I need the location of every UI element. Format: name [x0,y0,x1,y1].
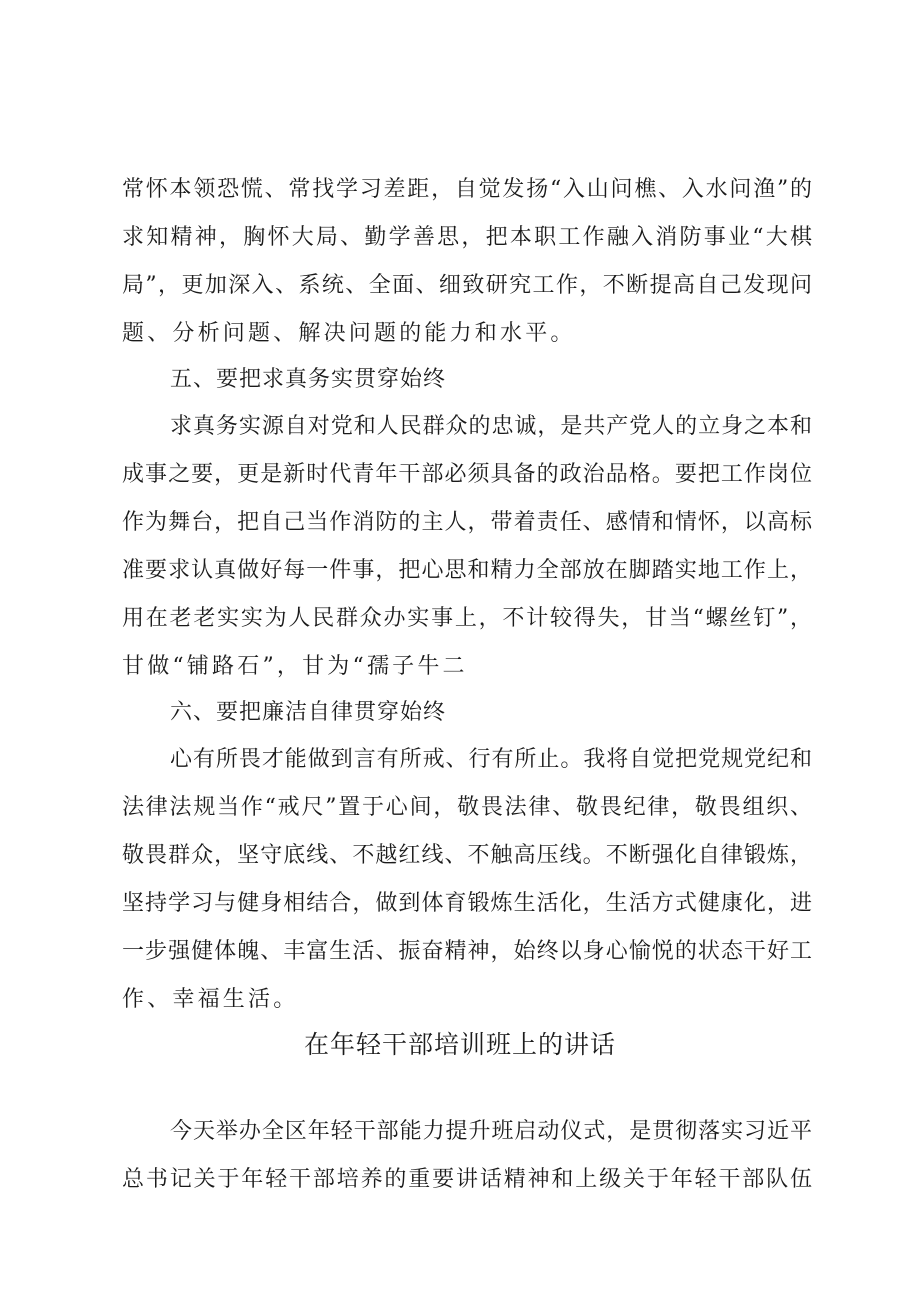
section-heading: 五、要把求真务实贯穿始终 [170,367,447,392]
paragraph-line: 求真务实源自对党和人民群众的忠诚，是共产党人的立身之本和 [170,414,812,439]
section-heading: 六、要把廉洁自律贯穿始终 [170,700,447,725]
paragraph-line: 成事之要，更是新时代青年干部必须具备的政治品格。要把工作岗位 [122,462,812,487]
document-title: 在年轻干部培训班上的讲话 [303,1030,616,1059]
paragraph-line: 用在老老实实为人民群众办实事上，不计较得失，甘当“螺丝钉”， [122,606,812,631]
paragraph-line: 一步强健体魄、丰富生活、振奋精神，始终以身心愉悦的状态干好工 [122,939,812,964]
paragraph-line: 今天举办全区年轻干部能力提升班启动仪式，是贯彻落实习近平 [170,1119,812,1144]
paragraph-line: 局”，更加深入、系统、全面、细致研究工作，不断提高自己发现问 [122,273,812,298]
paragraph-line: 总书记关于年轻干部培养的重要讲话精神和上级关于年轻干部队伍 [122,1167,812,1192]
paragraph-line: 作为舞台，把自己当作消防的主人，带着责任、感情和情怀，以高标 [122,510,812,535]
paragraph-line: 坚持学习与健身相结合，做到体育锻炼生活化，生活方式健康化，进 [122,891,812,916]
paragraph-line: 作、幸福生活。 [122,987,299,1012]
paragraph-line: 求知精神，胸怀大局、勤学善思，把本职工作融入消防事业“大棋 [122,225,812,250]
paragraph-line: 题、分析问题、解决问题的能力和水平。 [122,321,576,346]
paragraph-line: 法律法规当作“戒尺”置于心间，敬畏法律、敬畏纪律，敬畏组织、 [122,795,812,820]
paragraph-line: 常怀本领恐慌、常找学习差距，自觉发扬“入山问樵、入水问渔”的 [122,177,812,202]
paragraph-line: 心有所畏才能做到言有所戒、行有所止。我将自觉把党规党纪和 [170,747,812,772]
paragraph-line: 敬畏群众，坚守底线、不越红线、不触高压线。不断强化自律锻炼， [122,843,812,868]
paragraph-line: 甘做“铺路石”，甘为“孺子牛二 [122,654,468,679]
paragraph-line: 准要求认真做好每一件事，把心思和精力全部放在脚踏实地工作上， [122,558,812,583]
